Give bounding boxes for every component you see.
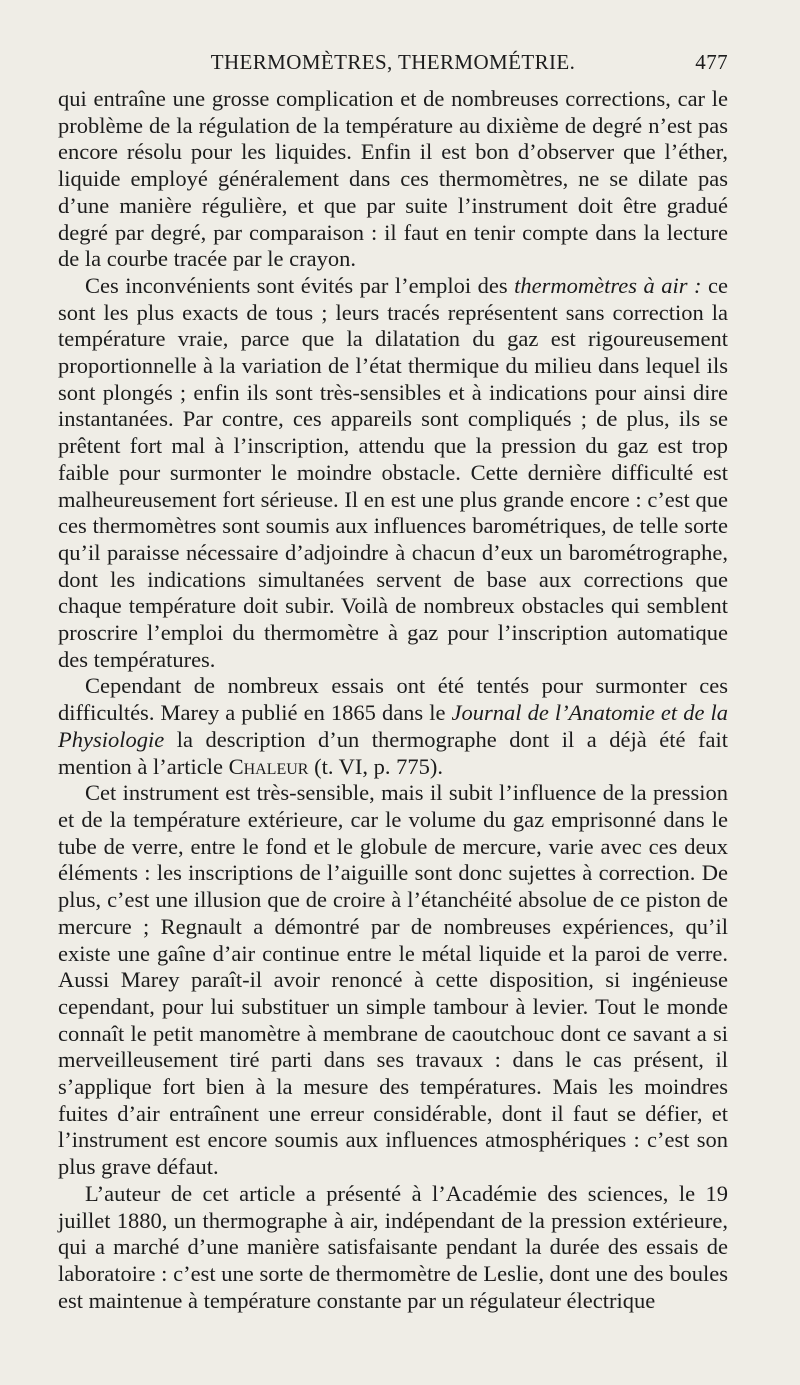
- paragraph-5-text: L’auteur de cet article a présenté à l’Académie des sciences, le 19 juillet 1880, un thermographe à air, indépendant de la pression extérieure, qui a marché d’une manière satisfaisante pendant la durée des essais de laboratoire : c’est une sorte de thermomètre de Leslie, dont une des boules est maintenue à température constante par un régulateur électrique: [58, 1180, 728, 1313]
- paragraph-2-text-before: Ces inconvénients sont évités par l’emploi des: [85, 272, 515, 298]
- running-head: [58, 40, 728, 80]
- paragraph-3-journal-title: Journal de l’Anatomie et de la Physiologie: [58, 700, 728, 752]
- paragraph-1: [58, 86, 728, 273]
- paragraph-2: [58, 273, 728, 674]
- page-number: 477: [695, 50, 728, 74]
- paragraph-3-text-before: Cependant de nombreux essais ont été tentés pour surmonter ces difficultés. Marey a publié en 1865 dans le: [58, 673, 728, 726]
- paragraph-4: [58, 780, 728, 1181]
- paragraph-3-text-middle: la description d’un thermographe dont il a déjà été fait mention à l’article: [58, 726, 728, 779]
- paragraph-4-text: Cet instrument est très-sensible, mais il subit l’influence de la pression et de la température extérieure, car le volume du gaz emprisonné dans le tube de verre, entre le fond et le globule de mercure, varie avec ces deux éléments : les inscriptions de l’aiguille sont donc sujettes à correction. De plus, c’est une illusion que de croire à l’étanchéité absolue de ce piston de mercure ; Regnault a démontré par de nombreuses expériences, qu’il existe une gaîne d’air continue entre le métal liquide et la paroi de verre. Aussi Marey paraît-il avoir renoncé à cette disposition, si ingénieuse cependant, pour lui substituer un simple tambour à levier. Tout le monde connaît le petit manomètre à membrane de caoutchouc dont ce savant a si merveilleusement tiré parti dans ses travaux : dans le cas présent, il s’applique fort bien à la mesure des températures. Mais les moindres fuites d’air entraînent une erreur considérable, dont il faut se défier, et l’instrument est encore soumis aux influences atmosphériques : c’est son plus grave défaut.: [58, 780, 728, 1180]
- paragraph-2-italic-term: thermomètres à air :: [514, 272, 702, 298]
- paragraph-3-text-after: (t. VI, p. 775).: [308, 753, 444, 779]
- body-text: [58, 86, 728, 1314]
- paragraph-3-article-reference: Chaleur: [228, 753, 309, 779]
- paragraph-3: [58, 673, 728, 780]
- paragraph-2-text-after: ce sont les plus exacts de tous ; leurs tracés représentent sans correction la température vraie, parce que la dilatation du gaz est rigoureusement proportionnelle à la variation de l’état thermique du milieu dans lequel ils sont plongés ; enfin ils sont très-sensibles et à indications pour ainsi dire instantanées. Par contre, ces appareils sont compliqués ; de plus, ils se prêtent fort mal à l’inscription, attendu que la pression du gaz est trop faible pour surmonter le moindre obstacle. Cette dernière difficulté est malheureusement fort sérieuse. Il en est une plus grande encore : c’est que ces thermomètres sont soumis aux influences barométriques, de telle sorte qu’il paraisse nécessaire d’adjoindre à chacun d’eux un barométrographe, dont les indications simultanées servent de base aux corrections que chaque température doit subir. Voilà de nombreux obstacles qui semblent proscrire l’emploi du thermomètre à gaz pour l’inscription automatique des températures.: [58, 272, 728, 672]
- paragraph-5: [58, 1181, 728, 1315]
- paragraph-1-text: qui entraîne une grosse complication et de nombreuses corrections, car le problème de la régulation de la température au dixième de degré n’est pas encore résolu pour les liquides. Enfin il est bon d’observer que l’éther, liquide employé généralement dans ces thermomètres, ne se dilate pas d’une manière régulière, et que par suite l’instrument doit être gradué degré par degré, par comparaison : il faut en tenir compte dans la lecture de la courbe tracée par le crayon.: [58, 86, 728, 272]
- running-title: THERMOMÈTRES, THERMOMÉTRIE.: [210, 50, 576, 74]
